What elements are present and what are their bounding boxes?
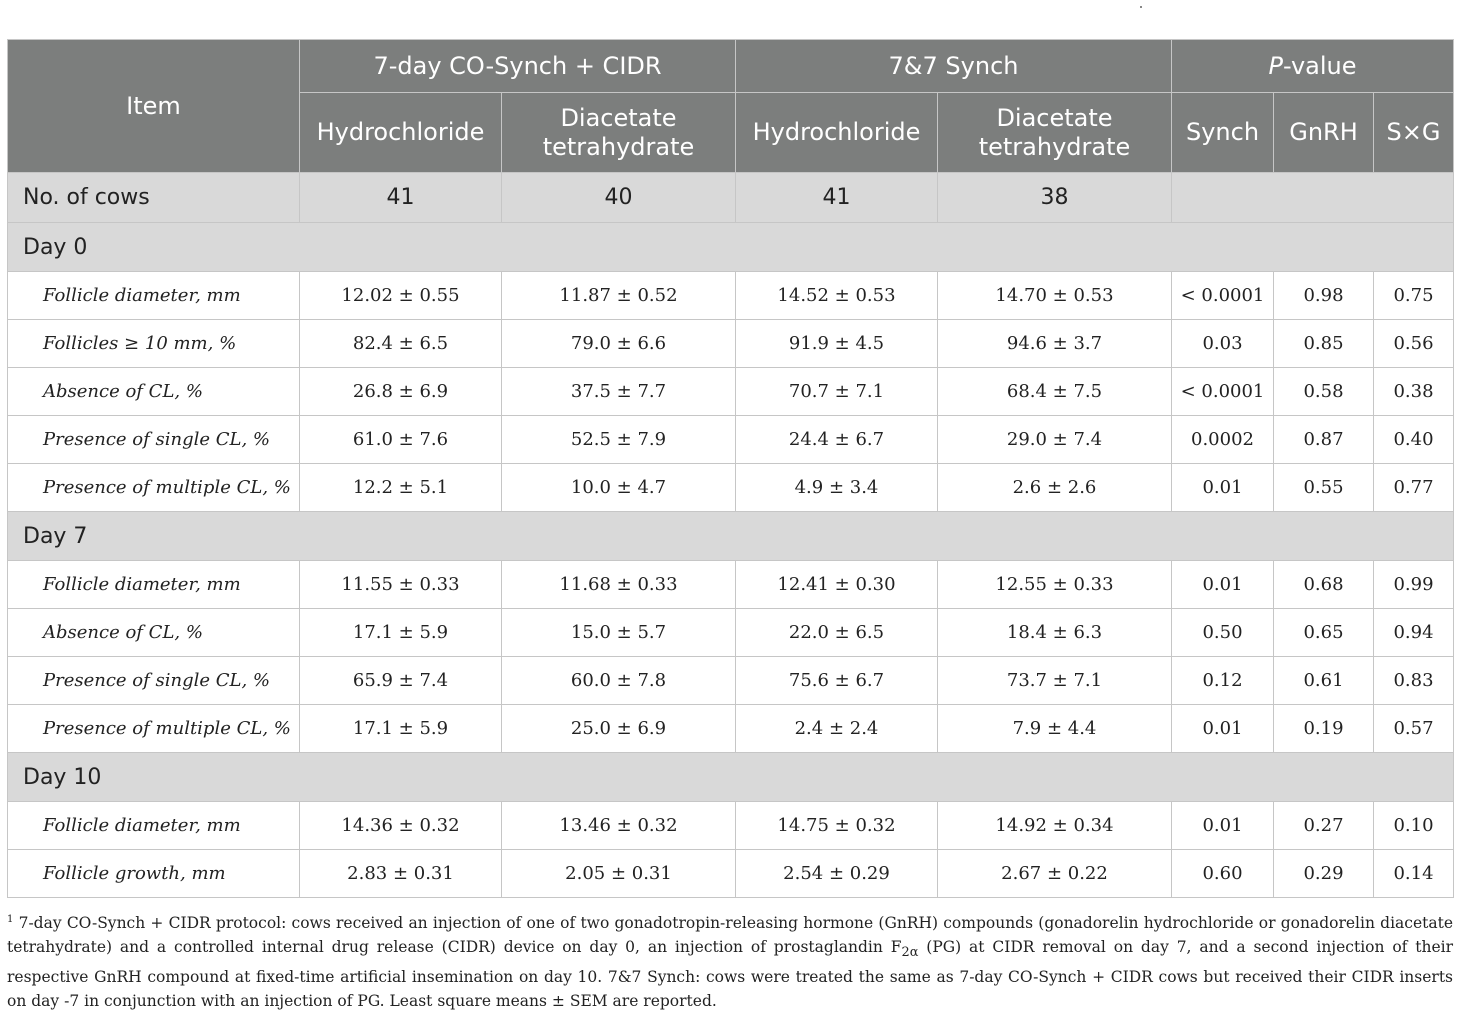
pvalue-cell: 0.12 xyxy=(1172,657,1274,705)
pvalue-cell: 0.29 xyxy=(1274,850,1374,898)
section-title: Day 0 xyxy=(8,223,1454,272)
row-label: Presence of multiple CL, % xyxy=(8,464,300,512)
value-cell: 82.4 ± 6.5 xyxy=(300,320,502,368)
value-cell: 60.0 ± 7.8 xyxy=(502,657,736,705)
value-cell: 15.0 ± 5.7 xyxy=(502,609,736,657)
pvalue-cell: 0.57 xyxy=(1374,705,1454,753)
value-cell: 14.75 ± 0.32 xyxy=(736,802,938,850)
pvalue-cell: 0.83 xyxy=(1374,657,1454,705)
row-label: Follicle diameter, mm xyxy=(8,272,300,320)
section-row xyxy=(8,223,1454,272)
cows-count: 38 xyxy=(938,173,1172,223)
header-sub-synch: Synch xyxy=(1172,93,1274,173)
value-cell: 14.92 ± 0.34 xyxy=(938,802,1172,850)
value-cell: 17.1 ± 5.9 xyxy=(300,609,502,657)
footnote-marker: 1 xyxy=(7,914,14,925)
pvalue-cell: 0.03 xyxy=(1172,320,1274,368)
results-table xyxy=(7,39,1454,898)
pvalue-cell: 0.19 xyxy=(1274,705,1374,753)
value-cell: 17.1 ± 5.9 xyxy=(300,705,502,753)
row-label: Follicle growth, mm xyxy=(8,850,300,898)
table-body xyxy=(8,173,1454,898)
pvalue-cell: 0.65 xyxy=(1274,609,1374,657)
table-row xyxy=(8,609,1454,657)
header-sub-sxg: S×G xyxy=(1374,93,1454,173)
value-cell: 2.6 ± 2.6 xyxy=(938,464,1172,512)
value-cell: 25.0 ± 6.9 xyxy=(502,705,736,753)
value-cell: 12.2 ± 5.1 xyxy=(300,464,502,512)
footnote-subscript: 2α xyxy=(901,945,919,961)
header-sub-diacetate: Diacetate tetrahydrate xyxy=(938,93,1172,173)
value-cell: 61.0 ± 7.6 xyxy=(300,416,502,464)
value-cell: 26.8 ± 6.9 xyxy=(300,368,502,416)
value-cell: 18.4 ± 6.3 xyxy=(938,609,1172,657)
footnote-text-1: 7-day CO-Synch + CIDR protocol: cows received an injection of one of two gonadotropin-releasing hormone (GnRH) compounds (gonadorelin hydrochloride or gonadorelin diacetate tetrahydrate) and a controlled internal drug release (CIDR) device on day 0, an injection of prostaglandin F xyxy=(7,914,1453,957)
pvalue-cell: 0.56 xyxy=(1374,320,1454,368)
pvalue-cell: 0.01 xyxy=(1172,464,1274,512)
pvalue-cell: 0.85 xyxy=(1274,320,1374,368)
pvalue-cell: 0.10 xyxy=(1374,802,1454,850)
value-cell: 12.02 ± 0.55 xyxy=(300,272,502,320)
row-label: Absence of CL, % xyxy=(8,609,300,657)
value-cell: 10.0 ± 4.7 xyxy=(502,464,736,512)
header-sub-diacetate: Diacetate tetrahydrate xyxy=(502,93,736,173)
cows-count: 41 xyxy=(736,173,938,223)
cows-label: No. of cows xyxy=(8,173,300,223)
header-sub-hydrochloride: Hydrochloride xyxy=(300,93,502,173)
pvalue-cell: 0.0002 xyxy=(1172,416,1274,464)
value-cell: 13.46 ± 0.32 xyxy=(502,802,736,850)
header-group-cosynch: 7-day CO-Synch + CIDR xyxy=(300,40,736,93)
pvalue-cell: < 0.0001 xyxy=(1172,272,1274,320)
value-cell: 12.55 ± 0.33 xyxy=(938,561,1172,609)
table-row xyxy=(8,850,1454,898)
header-sub-hydrochloride: Hydrochloride xyxy=(736,93,938,173)
cows-row xyxy=(8,173,1454,223)
table-row xyxy=(8,272,1454,320)
footnote-text-2: (PG) at CIDR removal on day 7, and a second injection of their respective GnRH compound at fixed-time artificial insemination on day 10. 7&7 Synch: cows were treated the same as 7-day CO-Synch + CIDR cows but received their CIDR inserts on day -7 in conjunction with an injection of PG. Least square means ± SEM are reported. xyxy=(7,938,1453,1011)
pvalue-cell: < 0.0001 xyxy=(1172,368,1274,416)
value-cell: 65.9 ± 7.4 xyxy=(300,657,502,705)
table-row xyxy=(8,561,1454,609)
pvalue-cell: 0.68 xyxy=(1274,561,1374,609)
table-row xyxy=(8,320,1454,368)
row-label: Follicles ≥ 10 mm, % xyxy=(8,320,300,368)
pvalue-cell: 0.55 xyxy=(1274,464,1374,512)
row-label: Absence of CL, % xyxy=(8,368,300,416)
value-cell: 24.4 ± 6.7 xyxy=(736,416,938,464)
value-cell: 14.36 ± 0.32 xyxy=(300,802,502,850)
pvalue-cell: 0.98 xyxy=(1274,272,1374,320)
pvalue-cell: 0.61 xyxy=(1274,657,1374,705)
value-cell: 22.0 ± 6.5 xyxy=(736,609,938,657)
value-cell: 12.41 ± 0.30 xyxy=(736,561,938,609)
value-cell: 2.67 ± 0.22 xyxy=(938,850,1172,898)
cows-count: 40 xyxy=(502,173,736,223)
table-row xyxy=(8,368,1454,416)
table-row xyxy=(8,705,1454,753)
header-sub-gnrh: GnRH xyxy=(1274,93,1374,173)
row-label: Presence of single CL, % xyxy=(8,657,300,705)
table-header xyxy=(8,40,1454,173)
pvalue-cell: 0.99 xyxy=(1374,561,1454,609)
pvalue-cell: 0.50 xyxy=(1172,609,1274,657)
header-pvalue: P-value xyxy=(1172,40,1454,93)
pvalue-cell: 0.77 xyxy=(1374,464,1454,512)
pvalue-cell: 0.27 xyxy=(1274,802,1374,850)
row-label: Follicle diameter, mm xyxy=(8,802,300,850)
pvalue-cell: 0.87 xyxy=(1274,416,1374,464)
value-cell: 70.7 ± 7.1 xyxy=(736,368,938,416)
pvalue-cell: 0.94 xyxy=(1374,609,1454,657)
value-cell: 91.9 ± 4.5 xyxy=(736,320,938,368)
value-cell: 29.0 ± 7.4 xyxy=(938,416,1172,464)
row-label: Presence of multiple CL, % xyxy=(8,705,300,753)
value-cell: 94.6 ± 3.7 xyxy=(938,320,1172,368)
pvalue-cell: 0.01 xyxy=(1172,705,1274,753)
row-label: Follicle diameter, mm xyxy=(8,561,300,609)
pvalue-cell: 0.01 xyxy=(1172,561,1274,609)
table-row xyxy=(8,464,1454,512)
value-cell: 4.9 ± 3.4 xyxy=(736,464,938,512)
value-cell: 7.9 ± 4.4 xyxy=(938,705,1172,753)
value-cell: 73.7 ± 7.1 xyxy=(938,657,1172,705)
value-cell: 75.6 ± 6.7 xyxy=(736,657,938,705)
value-cell: 11.68 ± 0.33 xyxy=(502,561,736,609)
value-cell: 2.54 ± 0.29 xyxy=(736,850,938,898)
cows-blank xyxy=(1172,173,1454,223)
value-cell: 52.5 ± 7.9 xyxy=(502,416,736,464)
pvalue-cell: 0.14 xyxy=(1374,850,1454,898)
section-row xyxy=(8,512,1454,561)
table-row xyxy=(8,802,1454,850)
pvalue-cell: 0.75 xyxy=(1374,272,1454,320)
value-cell: 11.87 ± 0.52 xyxy=(502,272,736,320)
stray-dot xyxy=(1140,6,1142,8)
pvalue-cell: 0.60 xyxy=(1172,850,1274,898)
table-row xyxy=(8,416,1454,464)
value-cell: 2.4 ± 2.4 xyxy=(736,705,938,753)
pvalue-cell: 0.38 xyxy=(1374,368,1454,416)
section-title: Day 7 xyxy=(8,512,1454,561)
header-item: Item xyxy=(8,40,300,173)
header-group-77synch: 7&7 Synch xyxy=(736,40,1172,93)
value-cell: 11.55 ± 0.33 xyxy=(300,561,502,609)
pvalue-cell: 0.58 xyxy=(1274,368,1374,416)
value-cell: 2.05 ± 0.31 xyxy=(502,850,736,898)
value-cell: 37.5 ± 7.7 xyxy=(502,368,736,416)
value-cell: 79.0 ± 6.6 xyxy=(502,320,736,368)
pvalue-cell: 0.40 xyxy=(1374,416,1454,464)
row-label: Presence of single CL, % xyxy=(8,416,300,464)
table-row xyxy=(8,657,1454,705)
section-row xyxy=(8,753,1454,802)
value-cell: 14.52 ± 0.53 xyxy=(736,272,938,320)
cows-count: 41 xyxy=(300,173,502,223)
pvalue-cell: 0.01 xyxy=(1172,802,1274,850)
value-cell: 14.70 ± 0.53 xyxy=(938,272,1172,320)
value-cell: 2.83 ± 0.31 xyxy=(300,850,502,898)
section-title: Day 10 xyxy=(8,753,1454,802)
value-cell: 68.4 ± 7.5 xyxy=(938,368,1172,416)
footnote xyxy=(7,908,1453,1013)
